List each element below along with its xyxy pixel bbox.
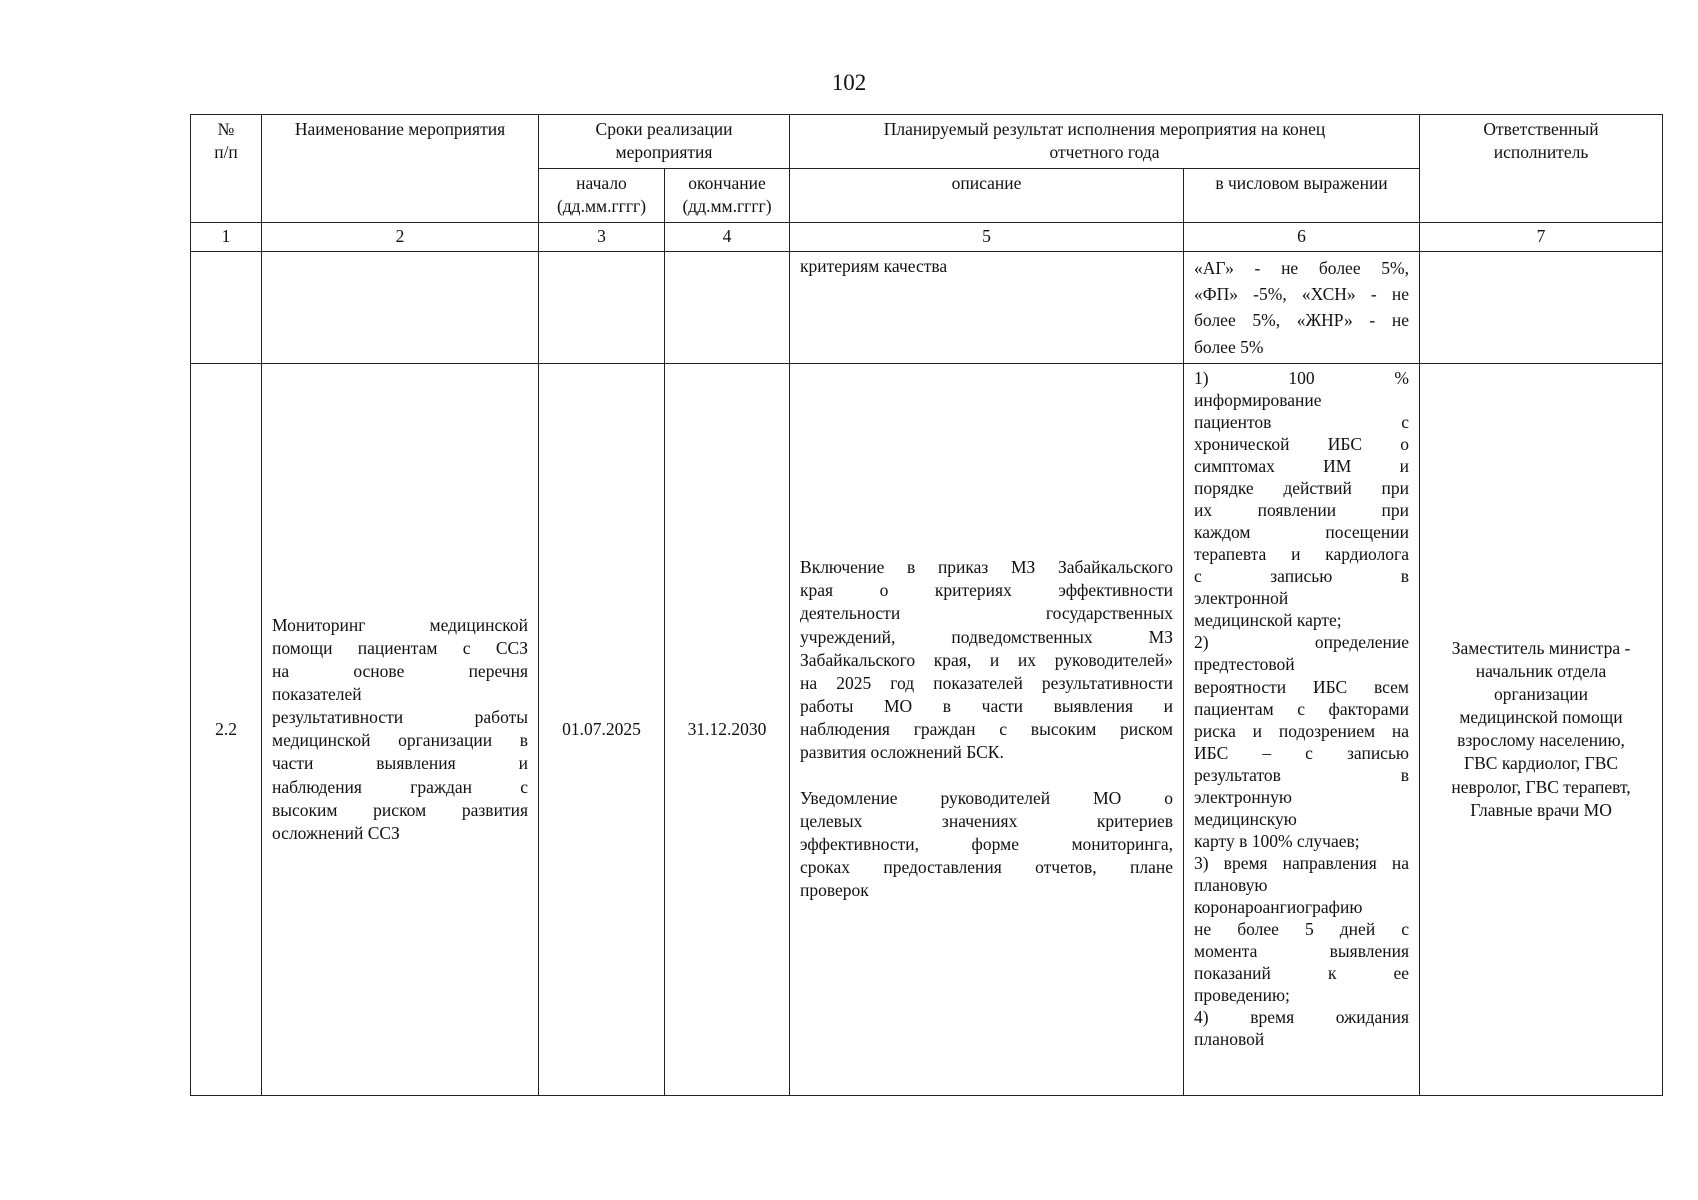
row-end-date bbox=[665, 251, 790, 363]
row-numeric-result: 1) 100 % информирование пациентов с хронической ИБС о симптомах ИМ и порядке действий при их появлении при каждом посещении терапевта и кардиолога с записью в электронной медицинской карте; 2) определение предтестовой вероятности ИБС всем пациентам с факторами риска и подозрением на ИБС – с записью результатов в электронную медицинскую карту в 100% случаев; 3) время направления на плановую коронароангиографию не более 5 дней с момента выявления показаний к ее проведению; 4) время ожидания плановой bbox=[1184, 363, 1420, 1095]
header-row-1 bbox=[191, 115, 1663, 169]
row-description: Включение в приказ МЗ Забайкальского края о критериях эффективности деятельности государственных учреждений, подведомственных МЗ Забайкальского края, и их руководителей» на 2025 год показателей результативности работы МО в части выявления и наблюдения граждан с высоким риском развития осложнений БСК. Уведомление руководителей МО о целевых значениях критериев эффективности, форме мониторинга, сроках предоставления отчетов, плане проверок bbox=[790, 363, 1184, 1095]
row-responsible bbox=[1420, 251, 1663, 363]
column-number: 2 bbox=[262, 223, 539, 252]
row-number: 2.2 bbox=[191, 363, 262, 1095]
row-responsible: Заместитель министра - начальник отдела организации медицинской помощи взрослому населению, ГВС кардиолог, ГВС невролог, ГВС терапевт, Главные врачи МО bbox=[1420, 363, 1663, 1095]
header-dates-group: Сроки реализации мероприятия bbox=[539, 115, 790, 169]
page-number: 102 bbox=[831, 70, 867, 95]
column-number: 1 bbox=[191, 223, 262, 252]
header-number: № п/п bbox=[191, 115, 262, 223]
row-start-date bbox=[539, 251, 665, 363]
table-row bbox=[191, 251, 1663, 363]
row-description: критериям качества bbox=[790, 251, 1184, 363]
table-row bbox=[191, 363, 1663, 1095]
column-number: 7 bbox=[1420, 223, 1663, 252]
column-numbers-row bbox=[191, 223, 1663, 252]
activities-table bbox=[190, 114, 1663, 1096]
row-number bbox=[191, 251, 262, 363]
header-responsible: Ответственный исполнитель bbox=[1420, 115, 1663, 223]
row-start-date: 01.07.2025 bbox=[539, 363, 665, 1095]
header-description: описание bbox=[790, 169, 1184, 223]
column-number: 5 bbox=[790, 223, 1184, 252]
header-activity-name: Наименование мероприятия bbox=[262, 115, 539, 223]
header-result-group: Планируемый результат исполнения мероприятия на конец отчетного года bbox=[790, 115, 1420, 169]
row-end-date: 31.12.2030 bbox=[665, 363, 790, 1095]
header-start: начало (дд.мм.гггг) bbox=[539, 169, 665, 223]
column-number: 6 bbox=[1184, 223, 1420, 252]
row-activity-name: Мониторинг медицинской помощи пациентам с ССЗ на основе перечня показателей результативности работы медицинской организации в части выявления и наблюдения граждан с высоким риском развития осложнений ССЗ bbox=[262, 363, 539, 1095]
row-activity-name bbox=[262, 251, 539, 363]
row-numeric-result: «АГ» - не более 5%, «ФП» -5%, «ХСН» - не более 5%, «ЖНР» - не более 5% bbox=[1184, 251, 1420, 363]
column-number: 3 bbox=[539, 223, 665, 252]
header-end: окончание (дд.мм.гггг) bbox=[665, 169, 790, 223]
column-number: 4 bbox=[665, 223, 790, 252]
header-numeric: в числовом выражении bbox=[1184, 169, 1420, 223]
